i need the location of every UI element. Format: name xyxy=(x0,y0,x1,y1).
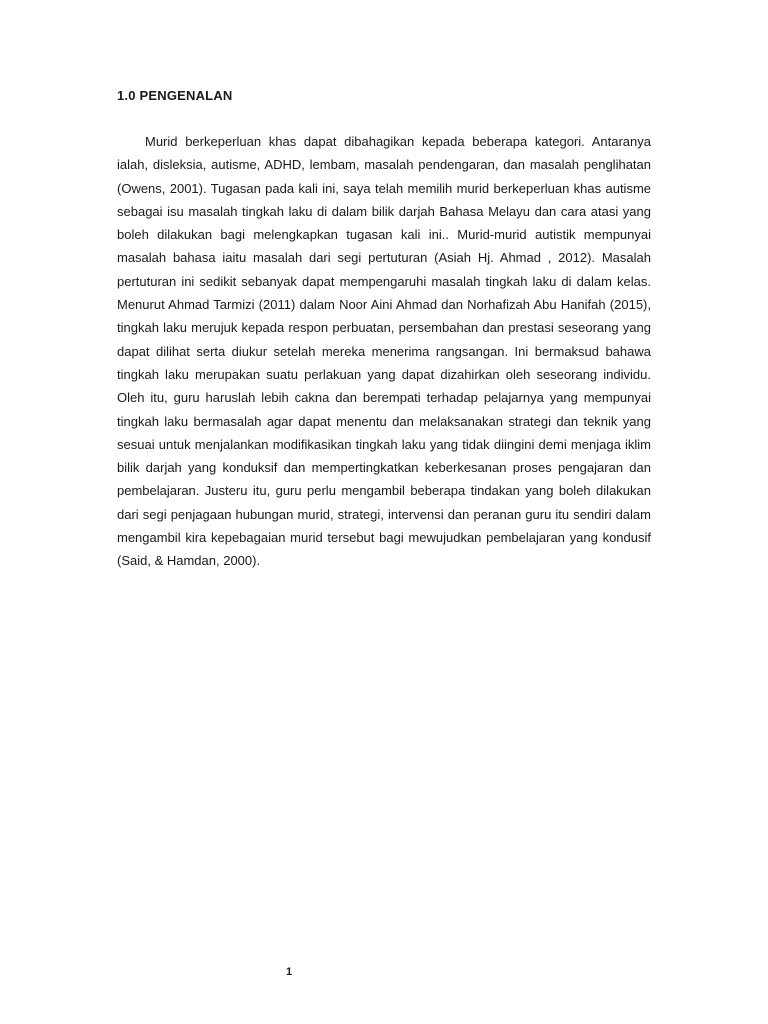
page-number: 1 xyxy=(286,966,293,978)
introduction-paragraph: Murid berkeperluan khas dapat dibahagikan kepada beberapa kategori. Antaranya ialah, disleksia, autisme, ADHD, lembam, masalah pendengaran, dan masalah penglihatan (Owens, 2001). Tugasan pada kali ini, saya telah memilih murid berkeperluan khas autisme sebagai isu masalah tingkah laku di dalam bilik darjah Bahasa Melayu dan cara atasi yang boleh dilakukan bagi melengkapkan tugasan kali ini.. Murid-murid autistik mempunyai masalah bahasa iaitu masalah dari segi pertuturan (Asiah Hj. Ahmad , 2012). Masalah pertuturan ini sedikit sebanyak dapat mempengaruhi masalah tingkah laku di dalam kelas. Menurut Ahmad Tarmizi (2011) dalam Noor Aini Ahmad dan Norhafizah Abu Hanifah (2015), tingkah laku merujuk kepada respon perbuatan, persembahan dan prestasi seseorang yang dapat dilihat serta diukur setelah mereka menerima rangsangan. Ini bermaksud bahawa tingkah laku merupakan suatu perlakuan yang dapat dizahirkan oleh seseorang individu. Oleh itu, guru haruslah lebih cakna dan berempati terhadap pelajarnya yang mempunyai tingkah laku bermasalah agar dapat menentu dan melaksanakan strategi dan teknik yang sesuai untuk menjalankan modifikasikan tingkah laku yang tidak diingini demi menjaga iklim bilik darjah yang konduksif dan mempertingkatkan keberkesanan proses pengajaran dan pembelajaran. Justeru itu, guru perlu mengambil beberapa tindakan yang boleh dilakukan dari segi penjagaan hubungan murid, strategi, intervensi dan peranan guru itu sendiri dalam mengambil kira kepebagaian murid tersebut bagi mewujudkan pembelajaran yang kondusif (Said, & Hamdan, 2000). xyxy=(117,134,651,569)
section-heading: 1.0 PENGENALAN xyxy=(117,88,233,103)
